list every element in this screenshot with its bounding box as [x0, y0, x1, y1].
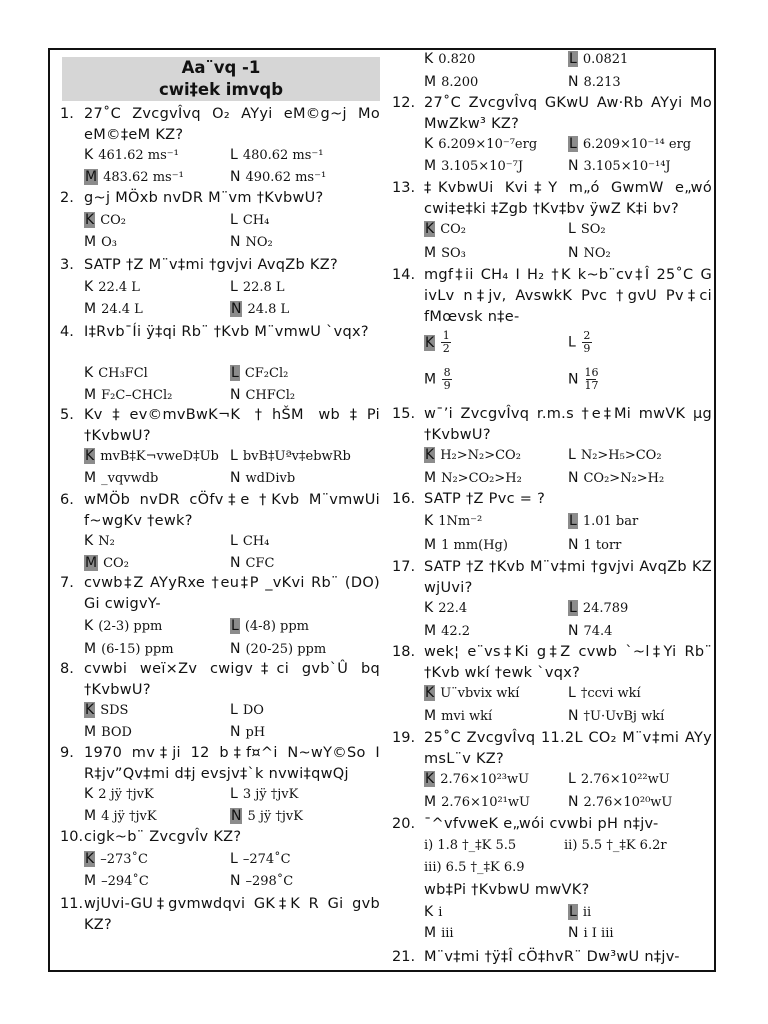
answer-option[interactable] — [230, 232, 273, 253]
option-value: 8.213 — [583, 75, 621, 90]
answer-option[interactable] — [568, 367, 598, 392]
answer-option[interactable] — [568, 792, 672, 813]
option-letter: N — [230, 470, 241, 486]
option-value: 2.76×10²⁰wU — [583, 795, 673, 810]
question-text: wjUvi-GU‡gvmwdqvi GK‡K R Gi gvb KZ? — [84, 896, 380, 933]
option-value: _vqvwdb — [101, 471, 159, 486]
answer-option[interactable] — [230, 277, 285, 298]
question-text: w¯’i ZvcgvÎvq r.m.s †e‡Mi mwVK µg †KvbwU? — [424, 406, 712, 443]
answer-option[interactable] — [230, 385, 295, 406]
option-letter: L — [569, 600, 577, 616]
option-letter: M — [85, 555, 98, 571]
option-letter: M — [84, 301, 97, 317]
option-letter: L — [230, 279, 238, 295]
option-letter: N — [230, 234, 241, 250]
question-text: 27˚C ZvcgvÎvq O₂ AYyi eM©g~j Mo eM©‡eM KZ? — [84, 106, 380, 143]
question-number: 8. — [60, 661, 74, 677]
option-value: †ccvi wkí — [580, 686, 641, 701]
option-letter: N — [230, 724, 241, 740]
answer-option[interactable] — [230, 849, 291, 870]
option-letter: K — [425, 334, 435, 351]
option-letter: L — [230, 786, 238, 802]
statement-item: ii) 5.5 †_‡K 6.2r — [564, 838, 667, 853]
answer-option[interactable] — [568, 243, 611, 264]
statement-item: i) 1.8 †_‡K 5.5 — [424, 838, 517, 853]
option-letter: M — [424, 158, 437, 174]
answer-option[interactable] — [568, 598, 628, 619]
question-number: 1. — [60, 106, 74, 122]
option-value: N₂>CO₂>H₂ — [441, 471, 522, 486]
option-letter: L — [231, 618, 239, 634]
question-text: 1970 mv‡ji 12 b‡f¤^i N~wY©So I R‡jv”Qv‡mi d‡j evsjv‡`k nvwi‡qwQj — [84, 745, 380, 782]
option-value: 2 jÿ †jvK — [98, 787, 154, 802]
question-number: 7. — [60, 575, 74, 591]
exam-page-frame — [48, 48, 716, 972]
option-letter: M — [84, 641, 97, 657]
option-letter: M — [84, 724, 97, 740]
answer-option[interactable] — [424, 72, 478, 93]
option-letter: L — [568, 447, 576, 463]
answer-option[interactable] — [568, 49, 628, 70]
option-value: CH₄ — [242, 213, 270, 228]
option-letter: N — [568, 623, 579, 639]
answer-option[interactable] — [568, 468, 664, 489]
question-number: 2. — [60, 190, 74, 206]
option-letter: N — [230, 641, 241, 657]
option-value: mvi wkí — [441, 709, 493, 724]
answer-option[interactable] — [230, 363, 288, 384]
answer-option[interactable] — [568, 923, 614, 944]
answer-option[interactable] — [230, 145, 324, 166]
option-letter: N — [568, 794, 579, 810]
option-letter: K — [84, 786, 94, 802]
answer-option[interactable] — [568, 769, 670, 790]
option-value: 8.200 — [441, 75, 479, 90]
option-letter: L — [230, 851, 238, 867]
option-letter: K — [425, 221, 435, 237]
answer-option[interactable] — [424, 706, 492, 727]
option-value: †U·UvBj wkí — [583, 709, 665, 724]
option-value: pH — [245, 725, 266, 740]
answer-option[interactable] — [230, 700, 264, 721]
option-letter: L — [230, 702, 238, 718]
answer-option[interactable] — [84, 616, 162, 637]
option-value: CH₃FCl — [98, 366, 148, 381]
answer-option[interactable] — [84, 806, 157, 827]
option-value: 1 mm(Hg) — [441, 538, 508, 553]
question-text: g~j MÖxb nvDR M¨vm †KvbwU? — [84, 190, 324, 206]
option-letter: N — [568, 158, 579, 174]
option-letter: N — [231, 301, 242, 317]
fraction-numerator: 8 — [443, 366, 451, 379]
question-text: SATP †Z Pvc = ? — [424, 491, 546, 507]
option-letter: K — [85, 702, 95, 718]
option-value: wdDivb — [245, 471, 296, 486]
option-value: (20-25) ppm — [245, 642, 327, 657]
option-letter: L — [568, 685, 576, 701]
option-letter: L — [230, 533, 238, 549]
option-value: NO₂ — [583, 246, 611, 261]
question-number: 20. — [392, 816, 416, 832]
question-number: 14. — [392, 267, 416, 283]
option-value: 24.789 — [582, 601, 629, 616]
option-letter: N — [230, 873, 241, 889]
answer-option[interactable] — [84, 553, 129, 574]
option-letter: L — [231, 365, 239, 381]
option-value: 42.2 — [441, 624, 471, 639]
option-value: bvB‡Uªv‡ebwRb — [242, 449, 351, 464]
option-value: NO₂ — [245, 235, 273, 250]
answer-option[interactable] — [424, 49, 475, 70]
option-letter: K — [84, 279, 94, 295]
fraction-denominator: 9 — [583, 342, 591, 355]
option-value: 2.76×10²¹wU — [441, 795, 530, 810]
option-value: 74.4 — [583, 624, 613, 639]
option-value: ii — [582, 905, 592, 920]
answer-option[interactable] — [230, 553, 274, 574]
option-letter: M — [424, 794, 437, 810]
option-value: –273˚C — [100, 852, 148, 867]
option-value: CH₄ — [242, 534, 270, 549]
answer-option[interactable] — [230, 299, 289, 320]
option-value: CO₂ — [440, 222, 467, 237]
option-letter: N — [230, 555, 241, 571]
answer-option[interactable] — [230, 639, 326, 660]
option-value: 6.209×10⁻⁷erg — [438, 137, 538, 152]
answer-option[interactable] — [84, 871, 149, 892]
option-letter: K — [84, 618, 94, 634]
option-value: 2.76×10²³wU — [440, 772, 530, 787]
question-text: I‡Rvb¯Íi ÿ‡qi Rb¨ †Kvb M¨vmwU `vqx? — [84, 324, 369, 340]
option-letter: M — [424, 623, 437, 639]
question-number: 21. — [392, 949, 416, 965]
option-letter: M — [424, 708, 437, 724]
option-value: O₃ — [101, 235, 117, 250]
answer-option[interactable] — [568, 683, 641, 704]
fraction — [442, 367, 452, 392]
answer-option[interactable] — [84, 531, 115, 552]
option-letter: N — [568, 371, 579, 388]
answer-option[interactable] — [230, 722, 265, 743]
option-value: 1Nm⁻² — [438, 514, 483, 529]
option-letter: M — [84, 470, 97, 486]
answer-option[interactable] — [424, 683, 519, 704]
question-text: Kv‡ev©mvBwK¬K †hŠM wb‡Pi †KvbwU? — [84, 407, 380, 444]
answer-option[interactable] — [568, 330, 592, 355]
option-value: (6-15) ppm — [101, 642, 174, 657]
question-number: 19. — [392, 730, 416, 746]
answer-option[interactable] — [230, 871, 293, 892]
answer-option[interactable] — [424, 330, 451, 355]
option-letter: K — [85, 851, 95, 867]
option-letter: M — [424, 537, 437, 553]
option-letter: N — [568, 245, 579, 261]
option-value: 24.8 L — [247, 302, 290, 317]
option-letter: N — [231, 808, 242, 824]
question-text: 27˚C ZvcgvÎvq GKwU Aw·Rb AYyi Mo MwZkw³ KZ? — [424, 95, 712, 132]
question-text: cigk~b¨ ZvcgvÎv KZ? — [84, 829, 242, 845]
fraction-numerator: 1 — [442, 329, 450, 342]
answer-option[interactable] — [230, 210, 269, 231]
option-value: 3.105×10⁻⁷J — [441, 159, 524, 174]
answer-option[interactable] — [568, 511, 638, 532]
answer-option[interactable] — [424, 511, 482, 532]
fraction-numerator: 2 — [583, 329, 591, 342]
answer-option[interactable] — [84, 700, 128, 721]
option-value: CO₂ — [103, 556, 129, 571]
option-value: 490.62 ms⁻¹ — [245, 170, 327, 185]
answer-option[interactable] — [424, 923, 454, 944]
question-number: 15. — [392, 406, 416, 422]
question-text: M¨v‡mi †ÿ‡Î cÖ‡hvR¨ Dw³wU n‡jv- — [424, 949, 680, 965]
option-value: 461.62 ms⁻¹ — [98, 148, 179, 163]
option-value: SO₂ — [580, 222, 606, 237]
option-letter: K — [424, 136, 434, 152]
answer-option[interactable] — [230, 167, 326, 188]
question-stem: wb‡Pi †KvbwU mwVK? — [424, 882, 590, 898]
question-text: ¯^vfvweK e„wói cvwbi pH n‡jv- — [424, 816, 659, 832]
option-letter: K — [424, 904, 434, 920]
fraction-numerator: 16 — [584, 366, 599, 379]
option-value: 22.8 L — [242, 280, 285, 295]
option-value: H₂>N₂>CO₂ — [440, 448, 521, 463]
option-value: 1 torr — [583, 538, 622, 553]
option-letter: N — [568, 708, 579, 724]
option-letter: K — [424, 51, 434, 67]
question-text: ‡KvbwUi Kvi‡Y m„ó GwmW e„wó cwi‡e‡ki ‡Zgb †Kv‡bv ÿwZ K‡i bv? — [424, 180, 712, 217]
answer-option[interactable] — [84, 722, 132, 743]
answer-option[interactable] — [424, 902, 442, 923]
answer-option[interactable] — [84, 145, 179, 166]
question-text: 25˚C ZvcgvÎvq 11.2L CO₂ M¨v‡mi AYy msL¨v KZ? — [424, 730, 712, 767]
answer-option[interactable] — [84, 639, 174, 660]
option-value: CO₂>N₂>H₂ — [583, 471, 665, 486]
option-letter: L — [568, 221, 576, 237]
option-value: CFC — [245, 556, 275, 571]
option-letter: N — [568, 470, 579, 486]
option-value: 3 jÿ †jvK — [242, 787, 299, 802]
option-value: i I iii — [583, 926, 614, 941]
option-letter: M — [85, 169, 98, 185]
option-letter: N — [568, 925, 579, 941]
option-value: 480.62 ms⁻¹ — [242, 148, 324, 163]
answer-option[interactable] — [230, 616, 309, 637]
option-value: 1.01 bar — [582, 514, 639, 529]
option-value: (4-8) ppm — [244, 619, 309, 634]
answer-option[interactable] — [230, 531, 269, 552]
question-number: 17. — [392, 559, 416, 575]
question-number: 11. — [60, 896, 84, 912]
question-number: 13. — [392, 180, 416, 196]
option-letter: K — [85, 448, 95, 464]
option-value: –294˚C — [101, 874, 149, 889]
option-letter: L — [230, 212, 238, 228]
option-value: BOD — [101, 725, 132, 740]
answer-option[interactable] — [424, 134, 537, 155]
option-value: CHFCl₂ — [245, 388, 296, 403]
option-value: 2.76×10²²wU — [580, 772, 670, 787]
option-value: 24.4 L — [101, 302, 143, 317]
option-letter: L — [569, 136, 577, 152]
answer-option[interactable] — [568, 706, 664, 727]
option-letter: M — [424, 245, 437, 261]
option-letter: M — [424, 74, 437, 90]
question-number: 4. — [60, 324, 74, 340]
option-value: iii — [441, 926, 454, 941]
option-letter: L — [569, 51, 577, 67]
answer-option[interactable] — [84, 468, 158, 489]
option-value: –298˚C — [245, 874, 294, 889]
question-number: 6. — [60, 492, 74, 508]
chapter-number: Aa¨vq -1 — [181, 58, 261, 77]
question-text: cvwbi weï×Zv cwigv‡ci gvb`Û bq †KvbwU? — [84, 661, 380, 698]
answer-option[interactable] — [568, 621, 612, 642]
answer-option[interactable] — [424, 468, 522, 489]
question-text: SATP †Z †Kvb M¨v‡mi †gvjvi AvqZb KZ wjUvi? — [424, 559, 712, 596]
option-value: F₂C–CHCl₂ — [101, 388, 173, 403]
chapter-title: cwi‡ek imvqb — [158, 80, 284, 99]
answer-option[interactable] — [424, 243, 466, 264]
answer-option[interactable] — [424, 792, 530, 813]
question-text: mgf‡ii CH₄ I H₂ †K k~b¨cv‡Î 25˚C G ivLv n‡jv, AvswkK Pvc †gvU Pv‡ci fMœvsk n‡e- — [424, 267, 712, 325]
option-value: 22.4 — [438, 601, 468, 616]
option-value: i — [438, 905, 443, 920]
option-letter: N — [568, 537, 579, 553]
option-value: (2-3) ppm — [98, 619, 163, 634]
question-text: wMÖb nvDR cÖfv‡e †Kvb M¨vmwUi f~wgKv †ewk? — [84, 492, 380, 529]
option-value: –274˚C — [242, 852, 291, 867]
option-letter: L — [568, 771, 576, 787]
fraction — [584, 367, 598, 392]
answer-option[interactable] — [424, 621, 470, 642]
answer-option[interactable] — [84, 232, 117, 253]
answer-option[interactable] — [84, 849, 148, 870]
option-value: CO₂ — [100, 213, 127, 228]
option-value: CF₂Cl₂ — [244, 366, 289, 381]
option-letter: L — [230, 448, 238, 464]
question-number: 12. — [392, 95, 416, 111]
option-letter: K — [424, 513, 434, 529]
option-value: 22.4 L — [98, 280, 140, 295]
option-letter: K — [84, 147, 94, 163]
question-number: 5. — [60, 407, 74, 423]
fraction-denominator: 9 — [443, 379, 451, 392]
option-value: mvB‡K¬vweD‡Ub — [100, 449, 219, 464]
answer-option[interactable] — [424, 445, 521, 466]
option-letter: M — [84, 387, 97, 403]
option-value: 3.105×10⁻¹⁴J — [583, 159, 671, 174]
answer-option[interactable] — [568, 902, 591, 923]
answer-option[interactable] — [424, 156, 523, 177]
answer-option[interactable] — [230, 784, 298, 805]
option-letter: L — [569, 904, 577, 920]
option-value: N₂ — [98, 534, 115, 549]
option-value: 5 jÿ †jvK — [247, 809, 303, 824]
option-letter: K — [425, 685, 435, 701]
question-number: 16. — [392, 491, 416, 507]
option-letter: M — [84, 234, 97, 250]
question-number: 18. — [392, 644, 416, 660]
answer-option[interactable] — [568, 535, 621, 556]
answer-option[interactable] — [424, 598, 467, 619]
answer-option[interactable] — [230, 446, 351, 467]
option-letter: K — [424, 600, 434, 616]
answer-option[interactable] — [84, 299, 143, 320]
question-number: 9. — [60, 745, 74, 761]
answer-option[interactable] — [230, 468, 295, 489]
option-letter: N — [230, 169, 241, 185]
option-letter: K — [84, 365, 94, 381]
fraction — [441, 330, 451, 355]
option-letter: M — [424, 371, 437, 388]
answer-option[interactable] — [230, 806, 303, 827]
answer-option[interactable] — [424, 367, 452, 392]
option-letter: L — [569, 513, 577, 529]
option-letter: K — [84, 533, 94, 549]
option-value: 4 jÿ †jvK — [101, 809, 157, 824]
option-letter: M — [84, 873, 97, 889]
option-value: N₂>H₅>CO₂ — [580, 448, 662, 463]
answer-option[interactable] — [424, 769, 529, 790]
option-letter: M — [424, 925, 437, 941]
answer-option[interactable] — [568, 134, 691, 155]
chapter-title-box — [62, 57, 380, 101]
answer-option[interactable] — [568, 445, 662, 466]
answer-option[interactable] — [84, 167, 184, 188]
answer-option[interactable] — [84, 363, 148, 384]
option-letter: L — [568, 334, 576, 351]
answer-option[interactable] — [84, 210, 126, 231]
option-value: 483.62 ms⁻¹ — [103, 170, 184, 185]
option-letter: K — [85, 212, 95, 228]
answer-option[interactable] — [568, 219, 606, 240]
option-letter: N — [230, 387, 241, 403]
answer-option[interactable] — [568, 72, 621, 93]
answer-option[interactable] — [424, 219, 466, 240]
option-value: SDS — [100, 703, 129, 718]
option-letter: N — [568, 74, 579, 90]
fraction-denominator: 2 — [442, 342, 450, 355]
option-value: U¨vbvix wkí — [440, 686, 520, 701]
fraction — [582, 330, 592, 355]
question-number: 3. — [60, 257, 74, 273]
answer-option[interactable] — [84, 385, 172, 406]
option-letter: K — [425, 771, 435, 787]
answer-option[interactable] — [84, 446, 219, 467]
option-value: 0.0821 — [582, 52, 629, 67]
option-value: DO — [242, 703, 264, 718]
question-text: wek¦ e¨vs‡Ki g‡Z cvwb `~l‡Yi Rb¨ †Kvb wkí †ewk `vqx? — [424, 644, 712, 681]
option-value: SO₃ — [441, 246, 466, 261]
question-number: 10. — [60, 829, 84, 845]
option-value: 6.209×10⁻¹⁴ erg — [582, 137, 692, 152]
answer-option[interactable] — [84, 277, 140, 298]
option-value: 0.820 — [438, 52, 476, 67]
option-letter: L — [230, 147, 238, 163]
option-letter: M — [84, 808, 97, 824]
fraction-denominator: 17 — [584, 379, 599, 392]
option-letter: K — [425, 447, 435, 463]
answer-option[interactable] — [424, 535, 508, 556]
option-letter: M — [424, 470, 437, 486]
statement-item: iii) 6.5 †_‡K 6.9 — [424, 860, 525, 875]
answer-option[interactable] — [568, 156, 671, 177]
answer-option[interactable] — [84, 784, 154, 805]
question-text: SATP †Z M¨v‡mi †gvjvi AvqZb KZ? — [84, 257, 338, 273]
question-text: cvwb‡Z AYyRxe †eu‡P _vKvi Rb¨ (DO) Gi cwigvY- — [84, 575, 380, 612]
